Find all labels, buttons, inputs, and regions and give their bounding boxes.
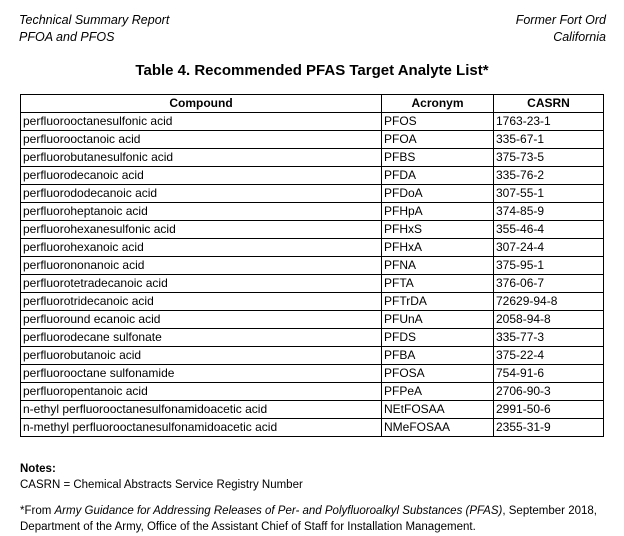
column-header-acronym: Acronym <box>382 95 494 113</box>
table-row <box>21 275 604 293</box>
table-row <box>21 149 604 167</box>
acronym-cell: PFDS <box>382 329 494 347</box>
acronym-cell: PFNA <box>382 257 494 275</box>
footnote-line2: Department of the Army, Office of the Assistant Chief of Staff for Installation Management. <box>20 521 476 533</box>
table-row <box>21 167 604 185</box>
casrn-cell: 335-77-3 <box>494 329 604 347</box>
notes-title: Notes: <box>20 463 56 475</box>
acronym-cell: PFTrDA <box>382 293 494 311</box>
compound-cell: perfluoropentanoic acid <box>21 383 382 401</box>
compound-cell: perfluorooctane sulfonamide <box>21 365 382 383</box>
analyte-table <box>20 94 604 437</box>
casrn-cell: 307-55-1 <box>494 185 604 203</box>
compound-cell: perfluoroheptanoic acid <box>21 203 382 221</box>
acronym-cell: NMeFOSAA <box>382 419 494 437</box>
casrn-cell: 307-24-4 <box>494 239 604 257</box>
table-row <box>21 419 604 437</box>
compound-cell: n-methyl perfluorooctanesulfonamidoacetic acid <box>21 419 382 437</box>
report-subject-text: PFOA and PFOS <box>19 30 115 44</box>
compound-cell: perfluorobutanoic acid <box>21 347 382 365</box>
acronym-cell: PFHpA <box>382 203 494 221</box>
table-row <box>21 311 604 329</box>
site-state-text: California <box>553 30 606 44</box>
acronym-cell: PFDoA <box>382 185 494 203</box>
casrn-cell: 375-95-1 <box>494 257 604 275</box>
casrn-cell: 72629-94-8 <box>494 293 604 311</box>
casrn-cell: 2706-90-3 <box>494 383 604 401</box>
compound-cell: perfluorodecanoic acid <box>21 167 382 185</box>
acronym-cell: PFBA <box>382 347 494 365</box>
casrn-cell: 375-22-4 <box>494 347 604 365</box>
notes-section <box>20 461 610 535</box>
casrn-cell: 754-91-6 <box>494 365 604 383</box>
table-row <box>21 329 604 347</box>
table-row <box>21 293 604 311</box>
report-title-text: Technical Summary Report <box>19 13 170 27</box>
casrn-cell: 2058-94-8 <box>494 311 604 329</box>
casrn-cell: 2355-31-9 <box>494 419 604 437</box>
compound-cell: perfluorooctanoic acid <box>21 131 382 149</box>
acronym-cell: PFBS <box>382 149 494 167</box>
compound-cell: perfluorodecane sulfonate <box>21 329 382 347</box>
compound-cell: perfluoround ecanoic acid <box>21 311 382 329</box>
acronym-cell: PFOS <box>382 113 494 131</box>
table-row <box>21 131 604 149</box>
report-header-right <box>516 12 606 46</box>
table-row <box>21 365 604 383</box>
table-body <box>21 113 604 437</box>
acronym-cell: PFHxS <box>382 221 494 239</box>
compound-cell: perfluorononanoic acid <box>21 257 382 275</box>
site-name-text: Former Fort Ord <box>515 13 606 27</box>
acronym-cell: PFUnA <box>382 311 494 329</box>
acronym-cell: PFTA <box>382 275 494 293</box>
casrn-cell: 355-46-4 <box>494 221 604 239</box>
casrn-cell: 375-73-5 <box>494 149 604 167</box>
acronym-cell: PFHxA <box>382 239 494 257</box>
table-row <box>21 221 604 239</box>
table-row <box>21 203 604 221</box>
table-row <box>21 401 604 419</box>
table-row <box>21 257 604 275</box>
source-footnote <box>20 503 610 535</box>
table-header-row <box>21 95 604 113</box>
column-header-compound: Compound <box>21 95 382 113</box>
table-row <box>21 185 604 203</box>
table-title: Table 4. Recommended PFAS Target Analyte List* <box>135 62 489 79</box>
table-row <box>21 347 604 365</box>
column-header-casrn: CASRN <box>494 95 604 113</box>
casrn-cell: 374-85-9 <box>494 203 604 221</box>
compound-cell: perfluorotridecanoic acid <box>21 293 382 311</box>
acronym-cell: NEtFOSAA <box>382 401 494 419</box>
casrn-cell: 2991-50-6 <box>494 401 604 419</box>
footnote-source-title: Army Guidance for Addressing Releases of Per- and Polyfluoroalkyl Substances (PFAS) <box>54 505 503 517</box>
casrn-cell: 1763-23-1 <box>494 113 604 131</box>
casrn-cell: 376-06-7 <box>494 275 604 293</box>
footnote-prefix: *From <box>20 505 55 517</box>
report-header-left <box>19 12 169 46</box>
footnote-suffix: , September 2018, <box>502 505 597 517</box>
compound-cell: perfluorohexanesulfonic acid <box>21 221 382 239</box>
table-row <box>21 113 604 131</box>
acronym-cell: PFOA <box>382 131 494 149</box>
table-row <box>21 383 604 401</box>
compound-cell: perfluorobutanesulfonic acid <box>21 149 382 167</box>
compound-cell: perfluorotetradecanoic acid <box>21 275 382 293</box>
acronym-cell: PFPeA <box>382 383 494 401</box>
casrn-cell: 335-76-2 <box>494 167 604 185</box>
compound-cell: perfluorooctanesulfonic acid <box>21 113 382 131</box>
compound-cell: n-ethyl perfluorooctanesulfonamidoacetic acid <box>21 401 382 419</box>
acronym-cell: PFOSA <box>382 365 494 383</box>
compound-cell: perfluorohexanoic acid <box>21 239 382 257</box>
casrn-cell: 335-67-1 <box>494 131 604 149</box>
acronym-cell: PFDA <box>382 167 494 185</box>
compound-cell: perfluorododecanoic acid <box>21 185 382 203</box>
table-row <box>21 239 604 257</box>
casrn-note: CASRN = Chemical Abstracts Service Registry Number <box>20 479 303 491</box>
